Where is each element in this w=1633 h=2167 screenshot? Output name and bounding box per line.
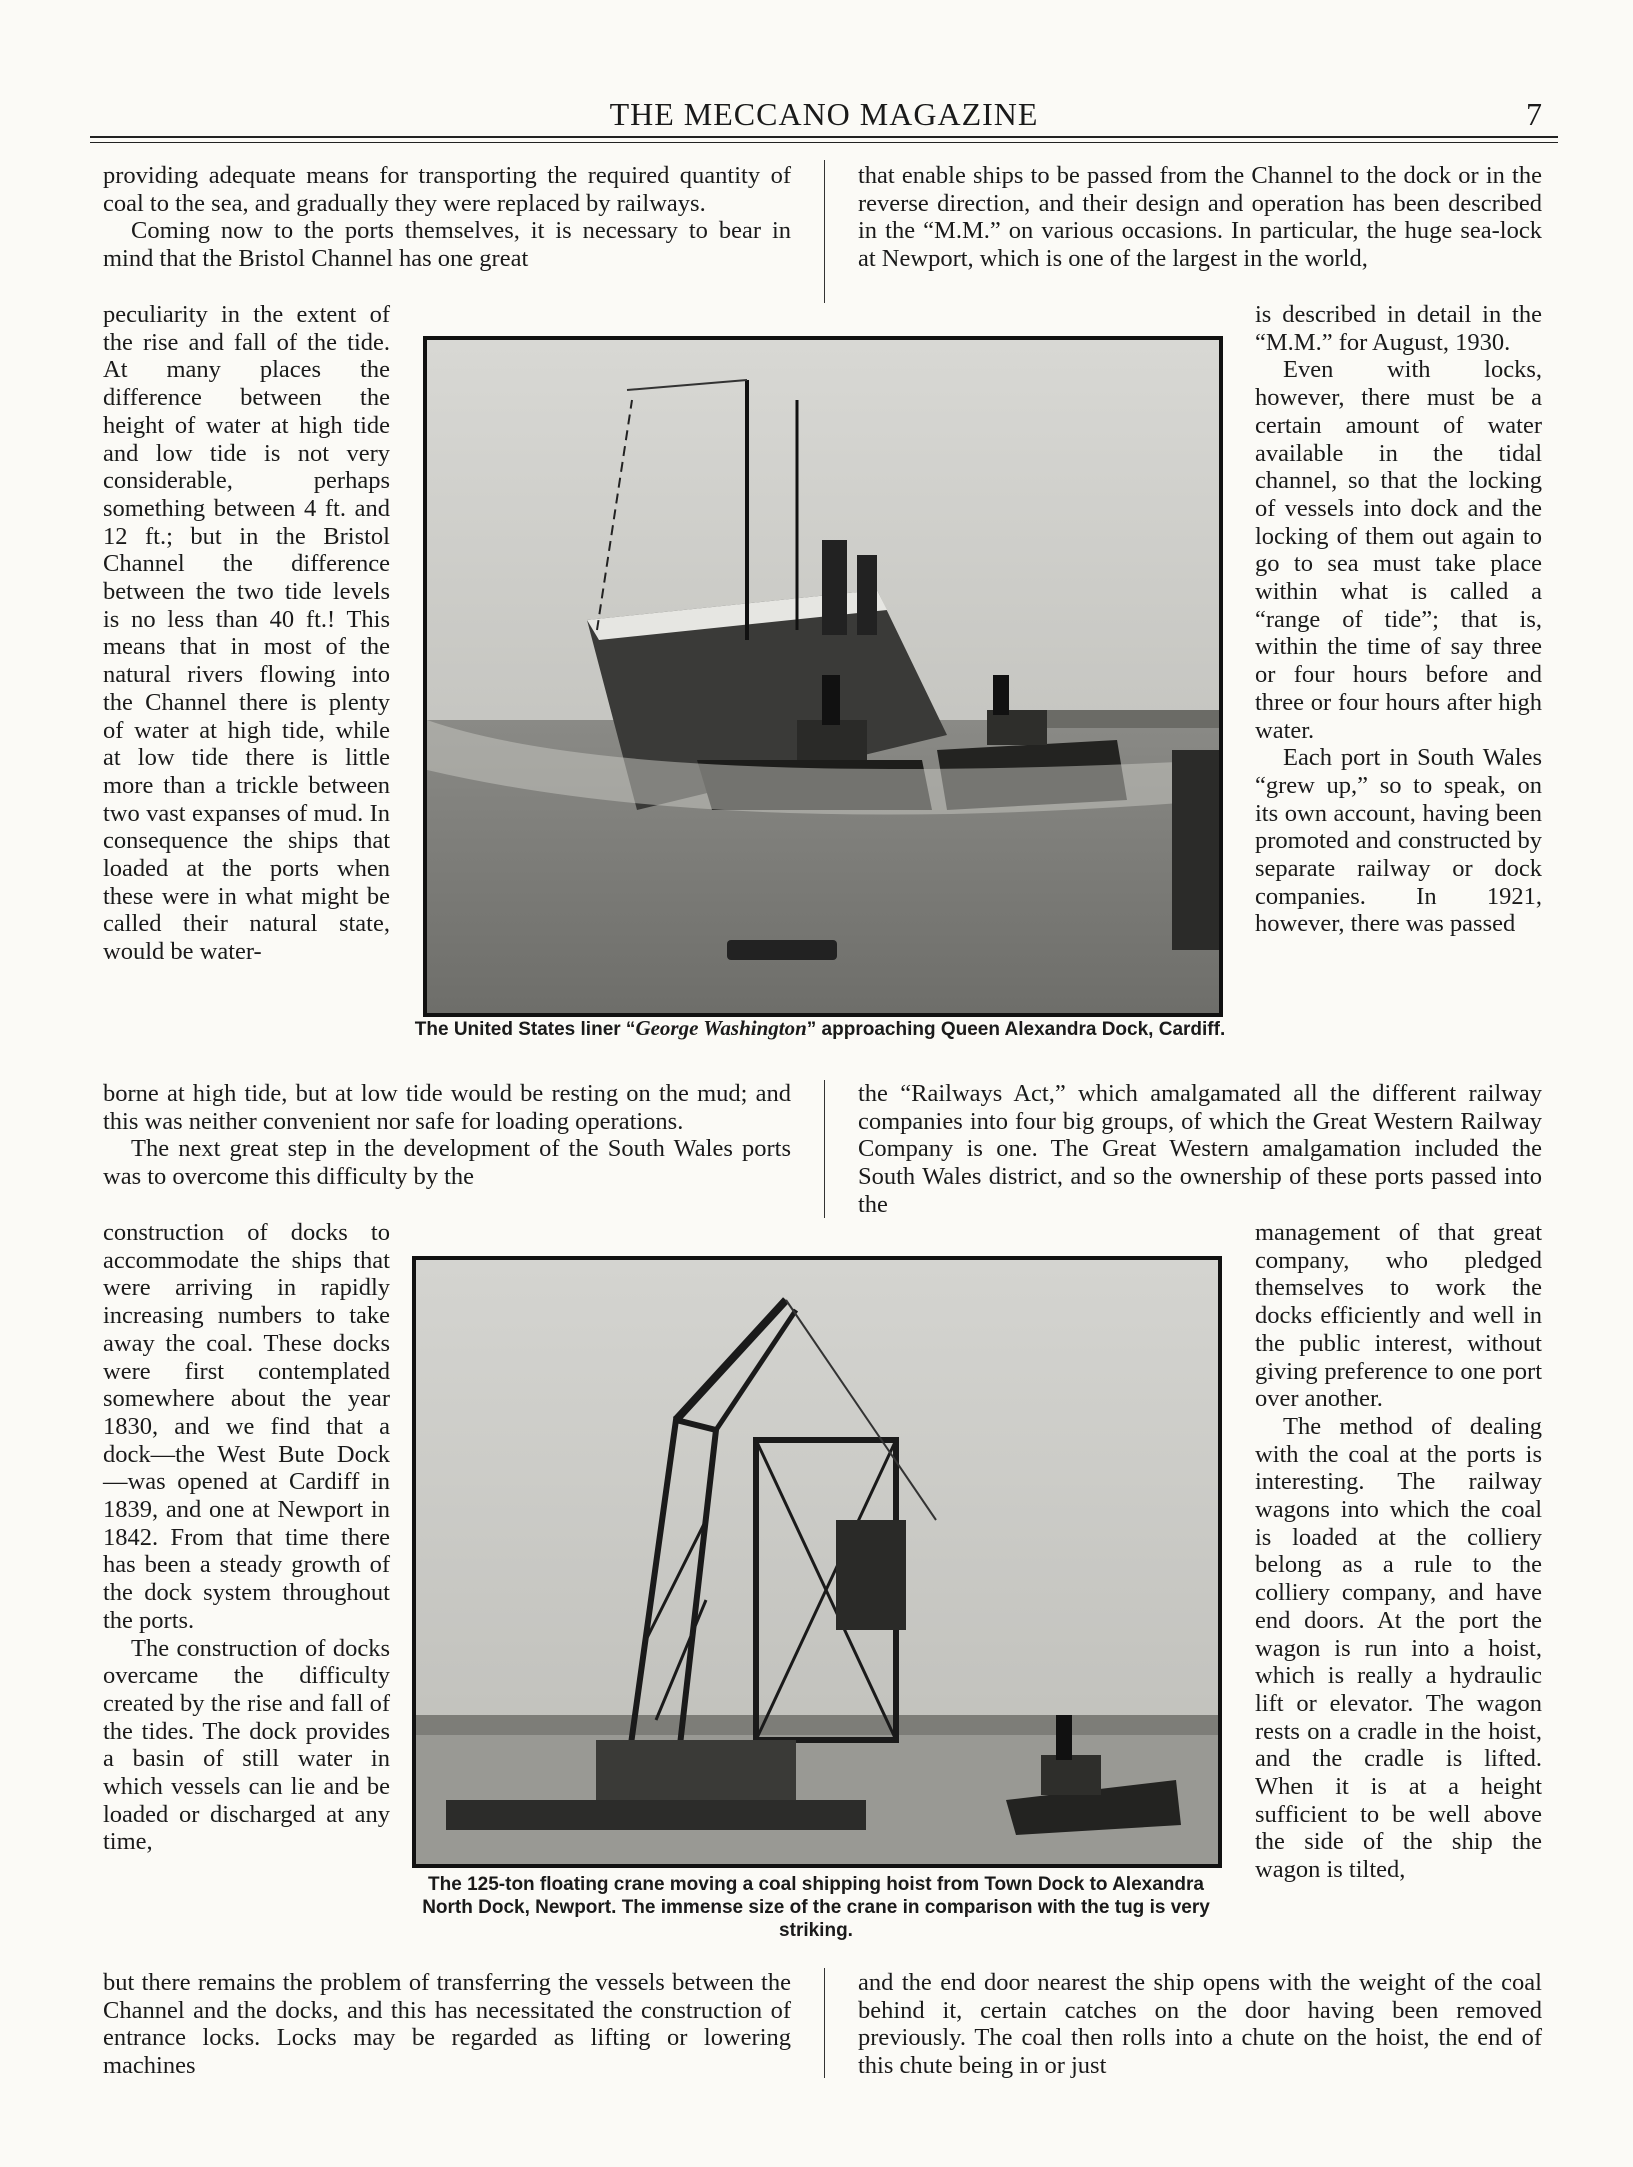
paragraph: The method of dealing with the coal at the ports is interesting. The railway wagons into which the coal is loaded at the colliery belong as a rule to the colliery company, and have end doors. At the port the wagon is run into a hoist, which is really a hydraulic lift or elevator. The wagon rests on a cradle in the hoist, and the cradle is lifted. When it is at a height sufficient to be well above the side of the ship the wagon is tilted,: [1255, 1412, 1542, 1884]
ship-caption-name: George Washington: [635, 1016, 807, 1040]
paragraph: The next great step in the development of the South Wales ports was to overcome this difficulty by the: [103, 1135, 791, 1191]
magazine-title: THE MECCANO MAGAZINE: [609, 96, 1039, 132]
paragraph: Each port in South Wales “grew up,” so to speak, on its own account, having been promoted and constructed by separate railway or dock companies. In 1921, however, there was passed: [1255, 744, 1542, 938]
paragraph: management of that great company, who pledged themselves to work the docks efficiently and well in the public interest, without giving preference to one port over another.: [1255, 1219, 1542, 1413]
column-divider: [824, 1080, 825, 1218]
crane-photo-drawing: [416, 1260, 1218, 1864]
right-narrow-col-1: [1255, 301, 1542, 938]
paragraph: and the end door nearest the ship opens with the weight of the coal behind it, certain catches on the door having been removed previously. The coal then rolls into a chute on the hoist, the end of this chute being in or just: [858, 1969, 1542, 2080]
paragraph: construction of docks to accommodate the ships that were arriving in rapidly increasing numbers to take away the coal. These docks were first contemplated somewhere about the year 1830, and we find that a dock—the West Bute Dock—was opened at Cardiff in 1839, and one at Newport in 1842. From that time there has been a steady growth of the dock system throughout the ports.: [103, 1219, 390, 1634]
left-col-bottom: [103, 1969, 791, 2080]
paragraph: The construction of docks overcame the difficulty created by the rise and fall of the tides. The dock provides a basin of still water in which vessels can lie and be loaded or discharged at any time,: [103, 1634, 390, 1856]
ship-caption-suffix: ” approaching Queen Alexandra Dock, Cardiff.: [806, 1019, 1226, 1040]
left-col-mid: [103, 1080, 791, 1191]
ship-photo-drawing: [427, 340, 1219, 1013]
paragraph: providing adequate means for transporting the required quantity of coal to the sea, and gradually they were replaced by railways.: [103, 162, 791, 217]
crane-caption-text: The 125-ton floating crane moving a coal shipping hoist from Town Dock to Alexandra North Dock, Newport. The immense size of the crane in comparison with the tug is very striking.: [422, 1874, 1210, 1941]
right-col-top: [858, 162, 1542, 273]
left-narrow-col-1: [103, 301, 390, 966]
right-col-bottom: [858, 1969, 1542, 2080]
page-number: 7: [1526, 96, 1542, 132]
paragraph: but there remains the problem of transferring the vessels between the Channel and the docks, and this has necessitated the construction of entrance locks. Locks may be regarded as lifting or lowering machines: [103, 1969, 791, 2080]
column-divider: [824, 1968, 825, 2078]
paragraph: Coming now to the ports themselves, it is necessary to bear in mind that the Bristol Channel has one great: [103, 217, 791, 273]
left-col-top: [103, 162, 791, 273]
photo-floating-crane: [412, 1256, 1222, 1868]
right-narrow-col-2: [1255, 1219, 1542, 1884]
header-rule-thin: [90, 142, 1558, 143]
paragraph: the “Railways Act,” which amalgamated all the different railway companies into four big groups, of which the Great Western Railway Company is one. The Great Western amalgamation included the South Wales district, and so the ownership of these ports passed into the: [858, 1080, 1542, 1218]
paragraph: that enable ships to be passed from the Channel to the dock or in the reverse direction, and their design and operation has been described in the “M.M.” on various occasions. In particular, the huge sea-lock at Newport, which is one of the largest in the world,: [858, 162, 1542, 273]
paragraph: is described in detail in the “M.M.” for August, 1930.: [1255, 301, 1542, 356]
header-rule: [90, 136, 1558, 138]
column-divider: [824, 160, 825, 303]
ship-caption: [410, 1017, 1230, 1041]
paragraph: peculiarity in the extent of the rise and fall of the tide. At many places the difference between the height of water at high tide and low tide is not very considerable, perhaps something between 4 ft. and 12 ft.; but in the Bristol Channel the difference between the two tide levels is no less than 40 ft.! This means that in most of the natural rivers flowing into the Channel there is plenty of water at high tide, while at low tide there is little more than a trickle between two vast expanses of mud. In consequence the ships that loaded at the ports when these were in what might be called their natural state, would be water-: [103, 301, 390, 966]
paragraph: borne at high tide, but at low tide would be resting on the mud; and this was neither convenient nor safe for loading operations.: [103, 1080, 791, 1135]
photo-george-washington: [423, 336, 1223, 1017]
page-header: [90, 96, 1558, 138]
ship-caption-prefix: The United States liner “: [414, 1019, 636, 1040]
paragraph: Even with locks, however, there must be a certain amount of water available in the tidal channel, so that the locking of vessels into dock and the locking of them out again to go to sea must take place within what is called a “range of tide”; that is, within the time of say three or four hours before and three or four hours after high water.: [1255, 356, 1542, 744]
right-col-mid: [858, 1080, 1542, 1219]
left-narrow-col-2: [103, 1219, 390, 1856]
crane-caption: [412, 1873, 1220, 1942]
